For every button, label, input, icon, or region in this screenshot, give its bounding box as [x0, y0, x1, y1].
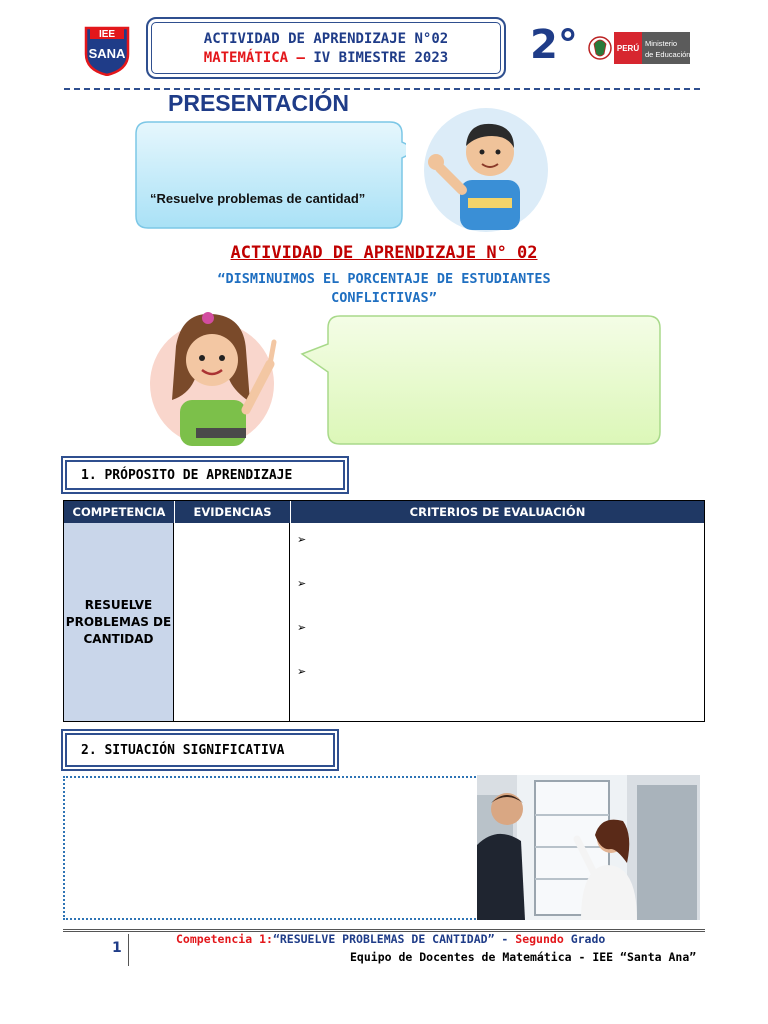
- title-line1: ACTIVIDAD DE APRENDIZAJE N°02: [203, 31, 449, 47]
- situation-text-box[interactable]: [63, 776, 479, 920]
- footer-grade-word2: Grado: [570, 932, 606, 946]
- criteria-bullet-2: ➢: [297, 578, 307, 590]
- svg-text:Ministerio: Ministerio: [645, 39, 678, 48]
- logo-text-top: IEE: [98, 29, 116, 40]
- criteria-bullet-4: ➢: [297, 666, 307, 678]
- competencia-cell: RESUELVE PROBLEMAS DE CANTIDAD: [64, 523, 174, 721]
- footer-competence-name: “RESUELVE PROBLEMAS DE CANTIDAD” -: [272, 932, 509, 946]
- footer-competence-label: Competencia 1:: [176, 932, 273, 946]
- svg-text:de Educación: de Educación: [645, 50, 690, 59]
- girl-illustration: [146, 306, 288, 450]
- title-subject: MATEMÁTICA –: [203, 50, 305, 66]
- evidencias-cell: [174, 523, 290, 721]
- page-number: 1: [112, 940, 122, 956]
- title-bimester: IV BIMESTRE 2023: [313, 50, 449, 66]
- activity-subtitle: “DISMINUIMOS EL PORCENTAJE DE ESTUDIANTES CONFLICTIVAS”: [217, 271, 551, 306]
- activity-heading: ACTIVIDAD DE APRENDIZAJE N° 02: [230, 243, 538, 263]
- header-divider: [64, 88, 700, 90]
- minedu-logo: [588, 30, 690, 66]
- logo-text-main: SANA: [88, 46, 126, 61]
- section-header-purpose: 1. PRÓPOSITO DE APRENDIZAJE: [65, 460, 345, 490]
- speech-bubble-presentation: [134, 120, 406, 230]
- table-header-evidencias: EVIDENCIAS: [174, 501, 290, 523]
- footer-competence-line: [176, 932, 605, 946]
- presentation-bubble-text: “Resuelve problemas de cantidad”: [150, 191, 366, 206]
- footer-vertical-rule: [128, 934, 129, 966]
- section-header-situation: 2. SITUACIÓN SIGNIFICATIVA: [65, 733, 335, 767]
- footer-grade-word1: Segundo: [515, 932, 564, 946]
- table-header-criterios: CRITERIOS DE EVALUACIÓN: [290, 501, 704, 523]
- title-line2: [148, 50, 504, 66]
- criteria-bullet-1: ➢: [297, 534, 307, 546]
- school-logo: [80, 24, 134, 76]
- footer-team-line: Equipo de Docentes de Matemática - IEE “Santa Ana”: [350, 950, 697, 964]
- purpose-table: [63, 500, 705, 722]
- presentation-title: PRESENTACIÓN: [168, 90, 350, 116]
- grade-label: 2°: [530, 22, 578, 68]
- table-header-competencia: COMPETENCIA: [64, 501, 174, 523]
- fridge-store-photo: [477, 775, 700, 920]
- activity-title-box: [146, 17, 506, 79]
- criteria-bullet-3: ➢: [297, 622, 307, 634]
- speech-bubble-empty: [300, 314, 662, 448]
- minedu-country: PERÚ: [616, 44, 640, 53]
- boy-illustration: [418, 106, 548, 234]
